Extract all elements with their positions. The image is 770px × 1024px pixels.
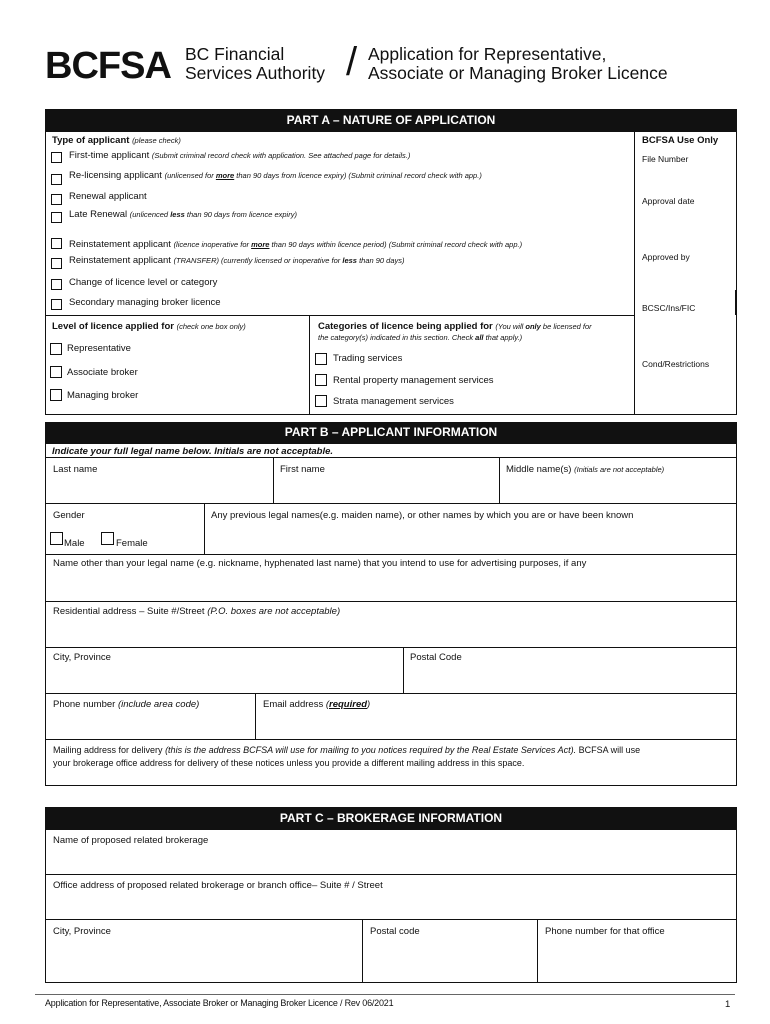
residential-row-top-line — [45, 601, 737, 602]
reinstatement-applicant-checkbox[interactable] — [51, 238, 62, 249]
relicensing-note-post: than 90 days from licence expiry) (Submit criminal record check with app.) — [234, 171, 482, 180]
brokerage-city-label: City, Province — [53, 926, 111, 937]
gender-male-label: Male — [64, 538, 85, 549]
late-renewal-note-em: less — [170, 210, 185, 219]
brokerage-city-row-top-line — [45, 919, 737, 920]
last-name-label: Last name — [53, 464, 98, 475]
managing-broker-checkbox[interactable] — [50, 389, 62, 401]
office-address-row-top-line — [45, 874, 737, 875]
title-separator: / — [346, 40, 358, 84]
reinstatement-transfer-checkbox[interactable] — [51, 258, 62, 269]
footer-rule — [35, 994, 735, 995]
reinstatement-note-pre: (licence inoperative for — [173, 240, 252, 249]
brokerage-postal-label: Postal code — [370, 926, 420, 937]
name-divider-1 — [273, 457, 274, 503]
part-c-title: PART C – BROKERAGE INFORMATION — [45, 807, 737, 829]
reinstatement-note-em: more — [251, 240, 270, 249]
managing-broker-label: Managing broker — [67, 390, 139, 401]
transfer-note-post: than 90 days) — [356, 256, 405, 265]
reinstatement-note-post: than 90 days within licence period) (Submit criminal record check with app.) — [269, 240, 523, 249]
associate-broker-checkbox[interactable] — [50, 366, 62, 378]
email-required-hint: required — [329, 699, 368, 710]
previous-names-label: Any previous legal names(e.g. maiden name), or other names by which you are or have been known — [211, 510, 634, 521]
gender-label: Gender — [53, 510, 85, 521]
representative-checkbox[interactable] — [50, 343, 62, 355]
brokerage-city-divider — [362, 919, 363, 983]
late-renewal-note-post: than 90 days from licence expiry) — [184, 210, 297, 219]
level-of-licence-hint: (check one box only) — [176, 322, 246, 331]
change-of-level-label: Change of licence level or category — [69, 277, 218, 288]
file-number-label: File Number — [642, 154, 689, 164]
transfer-note-em: less — [342, 256, 357, 265]
categories-hint-em2: all — [475, 333, 484, 342]
trading-services-checkbox[interactable] — [315, 353, 327, 365]
categories-hint-mid: be licensed for — [540, 322, 592, 331]
first-name-label: First name — [280, 464, 325, 475]
brokerage-phone-label: Phone number for that office — [545, 926, 665, 937]
reinstatement-transfer-label: Reinstatement applicant — [69, 255, 171, 266]
strata-management-label: Strata management services — [333, 396, 454, 407]
middle-name-hint: (Initials are not acceptable) — [574, 465, 665, 474]
mailing-address-italic: (this is the address BCFSA will use for mailing to you notices required by the Real Estate Services Act). — [165, 745, 577, 755]
form-title-line1: Application for Representative, — [368, 44, 607, 64]
renewal-applicant-checkbox[interactable] — [51, 194, 62, 205]
mailing-address-line2: your brokerage office address for delivery of these notices unless you provide a different mailing address in this space. — [53, 758, 525, 768]
level-categories-divider — [309, 315, 310, 415]
mailing-row-top-line — [45, 739, 737, 740]
categories-label: Categories of licence being applied for — [318, 321, 493, 332]
city-row-top-line — [45, 647, 737, 648]
gender-female-label: Female — [116, 538, 148, 549]
late-renewal-label: Late Renewal — [69, 209, 128, 220]
level-of-licence-label: Level of licence applied for — [52, 321, 174, 332]
secondary-managing-broker-label: Secondary managing broker licence — [69, 297, 221, 308]
legal-name-instruction: Indicate your full legal name below. Initials are not acceptable. — [52, 446, 334, 457]
first-time-applicant-label: First-time applicant — [69, 150, 150, 161]
bcsc-ins-fic-label: BCSC/Ins/FIC — [642, 303, 696, 313]
late-renewal-note-pre: (unlicenced — [129, 210, 171, 219]
level-section-divider — [45, 315, 634, 316]
email-address-label: Email address — [263, 699, 324, 710]
brokerage-name-label: Name of proposed related brokerage — [53, 835, 209, 846]
transfer-note-pre: (TRANSFER) (currently licensed or inoperative for — [173, 256, 343, 265]
page-number: 1 — [725, 999, 731, 1010]
gender-female-checkbox[interactable] — [101, 532, 114, 545]
reinstatement-applicant-label: Reinstatement applicant — [69, 239, 171, 250]
trading-services-label: Trading services — [333, 353, 403, 364]
categories-hint-line2-pre: the category(s) indicated in this section. Check — [318, 333, 476, 342]
name-row-top-line — [45, 457, 737, 458]
other-name-row-top-line — [45, 554, 737, 555]
secondary-managing-broker-checkbox[interactable] — [51, 299, 62, 310]
part-b-title: PART B – APPLICANT INFORMATION — [45, 422, 737, 443]
phone-email-divider — [255, 693, 256, 739]
representative-label: Representative — [67, 343, 131, 354]
postal-code-label: Postal Code — [410, 652, 462, 663]
relicensing-note-pre: (unlicensed for — [164, 171, 216, 180]
first-time-applicant-checkbox[interactable] — [51, 152, 62, 163]
bcfsa-logo: BCFSA — [45, 45, 171, 87]
other-name-label: Name other than your legal name (e.g. nickname, hyphenated last name) that you intend to use for advertising purposes, if any — [53, 558, 587, 569]
rental-property-checkbox[interactable] — [315, 374, 327, 386]
renewal-applicant-label: Renewal applicant — [69, 191, 147, 202]
gender-male-checkbox[interactable] — [50, 532, 63, 545]
approval-date-label: Approval date — [642, 196, 695, 206]
part-a-title: PART A – NATURE OF APPLICATION — [45, 109, 737, 131]
residential-address-hint: (P.O. boxes are not acceptable) — [207, 606, 341, 617]
categories-hint-em1: only — [525, 322, 541, 331]
part-c-box — [45, 829, 737, 983]
form-title-line2: Associate or Managing Broker Licence — [368, 63, 668, 83]
org-name-line2: Services Authority — [185, 63, 326, 83]
office-use-right-tick — [735, 290, 736, 315]
late-renewal-checkbox[interactable] — [51, 212, 62, 223]
phone-row-top-line — [45, 693, 737, 694]
type-of-applicant-label: Type of applicant — [52, 135, 130, 146]
cond-restrictions-label: Cond/Restrictions — [642, 359, 710, 369]
phone-number-hint: (include area code) — [117, 699, 200, 710]
mailing-address-post: BCFSA will use — [576, 745, 641, 755]
approved-by-label: Approved by — [642, 252, 690, 262]
gender-divider — [204, 503, 205, 554]
city-postal-divider — [403, 647, 404, 693]
type-of-applicant-hint: (please check) — [132, 136, 181, 145]
org-name-line1: BC Financial — [185, 44, 285, 64]
relicensing-note-em: more — [215, 171, 235, 180]
middle-name-label: Middle name(s) — [506, 464, 572, 475]
form-title — [368, 45, 668, 83]
strata-management-checkbox[interactable] — [315, 395, 327, 407]
office-use-divider — [634, 131, 635, 415]
gender-row-top-line — [45, 503, 737, 504]
associate-broker-label: Associate broker — [67, 367, 138, 378]
mailing-address-label: Mailing address for delivery — [53, 745, 163, 755]
footer-text: Application for Representative, Associate Broker or Managing Broker Licence / Rev 06/2021 — [45, 998, 394, 1008]
brokerage-postal-divider — [537, 919, 538, 983]
phone-number-label: Phone number — [53, 699, 116, 710]
residential-address-label: Residential address – Suite #/Street — [53, 606, 205, 617]
org-name — [185, 45, 325, 83]
first-time-applicant-note: (Submit criminal record check with application. See attached page for details.) — [151, 151, 411, 160]
change-of-level-checkbox[interactable] — [51, 279, 62, 290]
office-address-label: Office address of proposed related brokerage or branch office– Suite # / Street — [53, 880, 383, 891]
relicensing-applicant-checkbox[interactable] — [51, 174, 62, 185]
categories-hint-line2-post: that apply.) — [483, 333, 523, 342]
rental-property-label: Rental property management services — [333, 375, 494, 386]
city-province-label: City, Province — [53, 652, 111, 663]
name-divider-2 — [499, 457, 500, 503]
relicensing-applicant-label: Re-licensing applicant — [69, 170, 162, 181]
office-use-title: BCFSA Use Only — [642, 135, 719, 146]
categories-hint-pre: (You will — [495, 322, 526, 331]
